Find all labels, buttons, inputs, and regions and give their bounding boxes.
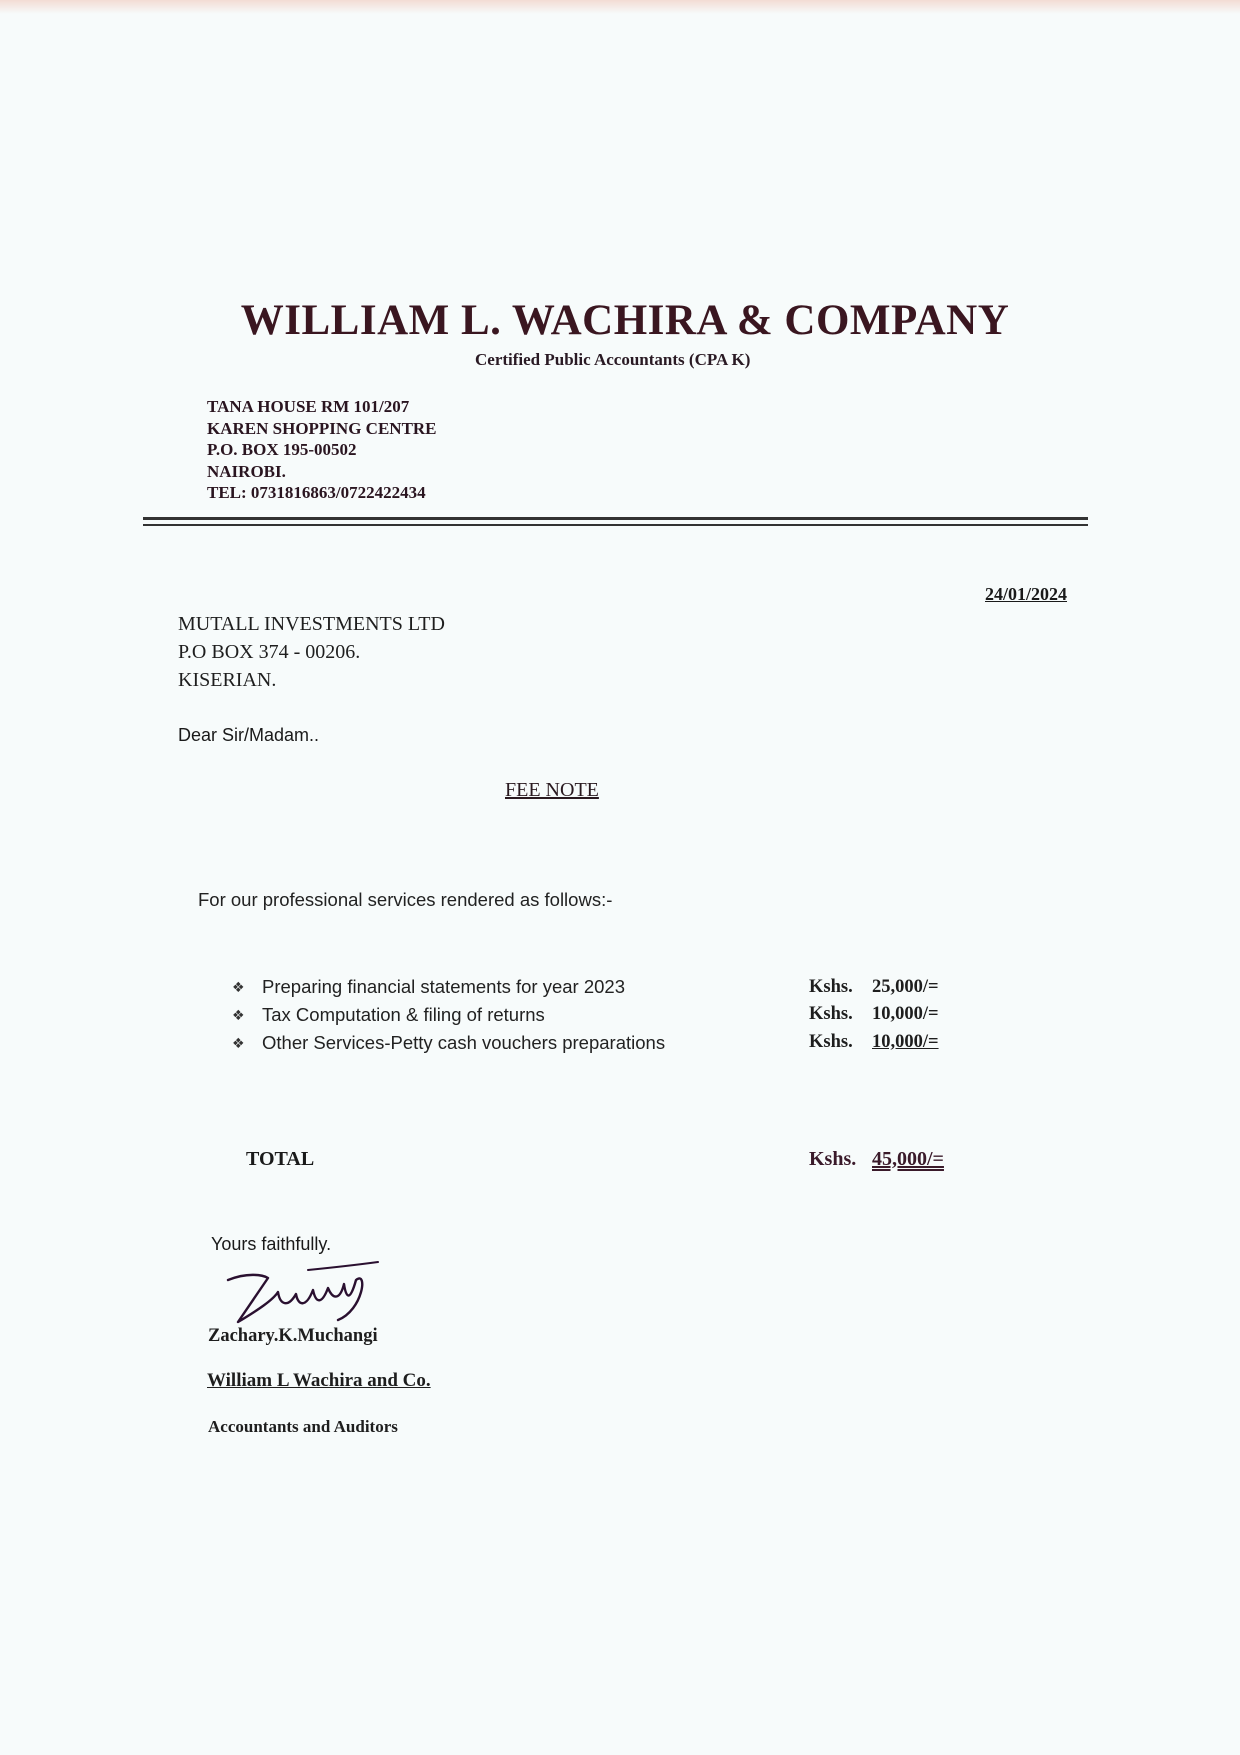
amount-value: 10,000/= [872,1004,939,1024]
fee-item-amount [809,1004,939,1025]
currency-label: Kshs. [809,1004,853,1024]
fee-item [232,976,625,998]
recipient-line: KISERIAN. [178,669,277,691]
fee-item [232,1032,665,1054]
company-name: WILLIAM L. WACHIRA & COMPANY [240,297,1010,344]
closing-text: Yours faithfully. [211,1234,332,1254]
diamond-bullet-icon: ❖ [232,978,245,995]
address-line: NAIROBI. [207,461,286,481]
amount-value: 10,000/= [872,1032,939,1052]
currency-label: Kshs. [809,1148,857,1170]
fee-item-description: Tax Computation & filing of returns [262,1004,545,1025]
firm-name: William L Wachira and Co. [207,1370,431,1391]
address-line: KAREN SHOPPING CENTRE [207,418,437,438]
total-amount [809,1148,944,1171]
recipient-line: P.O BOX 374 - 00206. [178,641,361,663]
fee-item [232,1004,545,1026]
header-divider-secondary [143,524,1088,526]
fee-item-amount [809,977,939,998]
handwritten-signature [218,1250,388,1330]
header-divider [143,517,1088,520]
recipient-address [178,610,445,694]
signatory-name: Zachary.K.Muchangi [208,1326,378,1346]
diamond-bullet-icon: ❖ [232,1006,245,1023]
company-address [207,396,437,504]
address-line: P.O. BOX 195-00502 [207,440,357,459]
document-date: 24/01/2024 [985,584,1068,604]
total-label: TOTAL [246,1148,315,1170]
address-line: TEL: 0731816863/0722422434 [207,483,426,502]
document-title: FEE NOTE [505,779,599,801]
firm-role: Accountants and Auditors [208,1417,398,1436]
currency-label: Kshs. [809,977,853,997]
currency-label: Kshs. [809,1032,853,1052]
recipient-line: MUTALL INVESTMENTS LTD [178,613,445,635]
intro-text: For our professional services rendered as follows:- [198,889,613,910]
address-line: TANA HOUSE RM 101/207 [207,397,410,416]
fee-item-description: Other Services-Petty cash vouchers preparations [262,1032,666,1053]
amount-value: 25,000/= [872,977,939,997]
salutation: Dear Sir/Madam.. [178,725,320,745]
fee-item-amount [809,1032,939,1053]
scan-edge [0,0,1240,14]
amount-value: 45,000/= [872,1148,944,1170]
fee-item-description: Preparing financial statements for year 2023 [262,976,626,997]
diamond-bullet-icon: ❖ [232,1034,245,1051]
company-subtitle: Certified Public Accountants (CPA K) [475,350,751,369]
